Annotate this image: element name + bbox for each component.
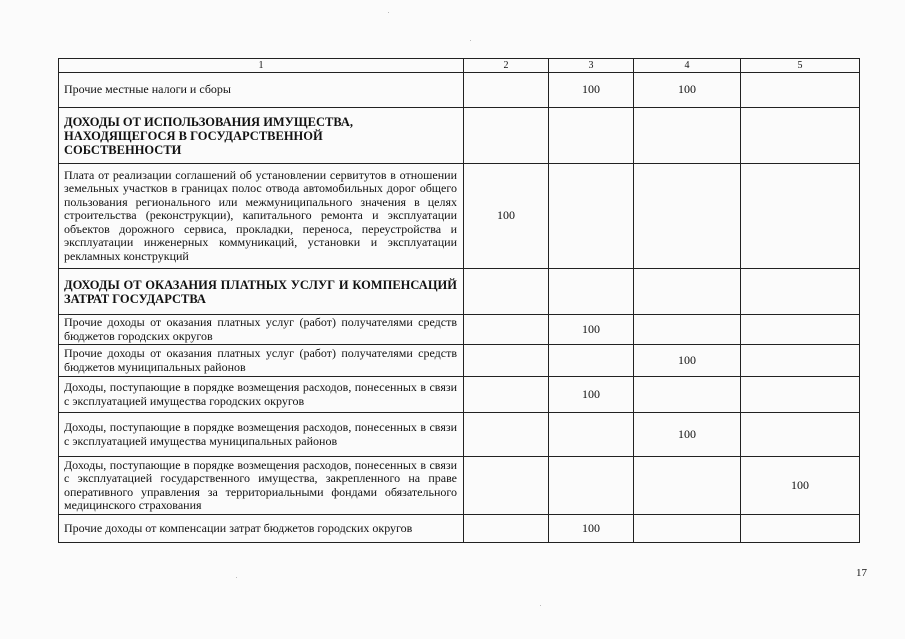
row-label: Прочие доходы от оказания платных услуг (работ) получателями средств бюджетов муниципальных районов <box>59 345 464 377</box>
cell-col-3 <box>549 108 634 164</box>
cell-col-2: 100 <box>464 164 549 269</box>
cell-col-4 <box>634 515 741 543</box>
section-heading: ДОХОДЫ ОТ ИСПОЛЬЗОВАНИЯ ИМУЩЕСТВА, НАХОДЯЩЕГОСЯ В ГОСУДАРСТВЕННОЙ СОБСТВЕННОСТИ <box>59 108 464 164</box>
cell-col-5 <box>741 108 860 164</box>
cell-col-4 <box>634 269 741 315</box>
cell-col-2 <box>464 345 549 377</box>
cell-col-2 <box>464 413 549 457</box>
cell-col-2 <box>464 108 549 164</box>
cell-col-3 <box>549 269 634 315</box>
cell-col-2 <box>464 515 549 543</box>
scan-speck <box>388 12 389 13</box>
cell-col-2 <box>464 269 549 315</box>
cell-col-5 <box>741 345 860 377</box>
header-col-5: 5 <box>741 59 860 73</box>
cell-col-4 <box>634 108 741 164</box>
table-row <box>59 164 860 269</box>
table-row <box>59 457 860 515</box>
cell-col-3: 100 <box>549 73 634 108</box>
cell-col-2 <box>464 73 549 108</box>
cell-col-5 <box>741 315 860 345</box>
table-section-row <box>59 108 860 164</box>
table-section-row <box>59 269 860 315</box>
cell-col-4: 100 <box>634 345 741 377</box>
scan-speck <box>236 577 237 578</box>
cell-col-4 <box>634 315 741 345</box>
table-row <box>59 315 860 345</box>
header-col-1: 1 <box>59 59 464 73</box>
row-label: Плата от реализации соглашений об установлении сервитутов в отношении земельных участков в границах полос отвода автомобильных дорог общего пользования регионального или межмуниципального значения в целях строительства (реконструкции), капитального ремонта и эксплуатации объектов дорожного сервиса, прокладки, переноса, переустройства и эксплуатации инженерных коммуникаций, установки и эксплуатации рекламных конструкций <box>59 164 464 269</box>
table-row <box>59 345 860 377</box>
revenue-table <box>58 58 860 543</box>
row-label: Доходы, поступающие в порядке возмещения расходов, понесенных в связи с эксплуатацией государственного имущества, закрепленного на праве оперативного управления за территориальными фондами обязательного медицинского страхования <box>59 457 464 515</box>
header-col-3: 3 <box>549 59 634 73</box>
cell-col-3: 100 <box>549 377 634 413</box>
cell-col-3 <box>549 164 634 269</box>
cell-col-5 <box>741 515 860 543</box>
cell-col-5 <box>741 269 860 315</box>
cell-col-4 <box>634 377 741 413</box>
header-col-4: 4 <box>634 59 741 73</box>
table-row <box>59 515 860 543</box>
row-label: Доходы, поступающие в порядке возмещения расходов, понесенных в связи с эксплуатацией имущества городских округов <box>59 377 464 413</box>
cell-col-5 <box>741 377 860 413</box>
cell-col-5 <box>741 73 860 108</box>
table-row <box>59 73 860 108</box>
cell-col-2 <box>464 377 549 413</box>
cell-col-3: 100 <box>549 515 634 543</box>
section-heading: ДОХОДЫ ОТ ОКАЗАНИЯ ПЛАТНЫХ УСЛУГ И КОМПЕНСАЦИЙ ЗАТРАТ ГОСУДАРСТВА <box>59 269 464 315</box>
table-row <box>59 413 860 457</box>
table-row <box>59 377 860 413</box>
cell-col-2 <box>464 457 549 515</box>
scan-speck <box>540 605 541 606</box>
cell-col-5: 100 <box>741 457 860 515</box>
cell-col-5 <box>741 413 860 457</box>
row-label: Прочие доходы от оказания платных услуг (работ) получателями средств бюджетов городских округов <box>59 315 464 345</box>
cell-col-3 <box>549 413 634 457</box>
cell-col-5 <box>741 164 860 269</box>
cell-col-3: 100 <box>549 315 634 345</box>
row-label: Доходы, поступающие в порядке возмещения расходов, понесенных в связи с эксплуатацией имущества муниципальных районов <box>59 413 464 457</box>
table-header-row <box>59 59 860 73</box>
cell-col-3 <box>549 345 634 377</box>
header-col-2: 2 <box>464 59 549 73</box>
row-label: Прочие доходы от компенсации затрат бюджетов городских округов <box>59 515 464 543</box>
cell-col-4: 100 <box>634 413 741 457</box>
cell-col-4 <box>634 164 741 269</box>
row-label: Прочие местные налоги и сборы <box>59 73 464 108</box>
cell-col-4 <box>634 457 741 515</box>
scan-speck <box>470 40 471 41</box>
cell-col-3 <box>549 457 634 515</box>
page-number: 17 <box>856 567 867 579</box>
cell-col-4: 100 <box>634 73 741 108</box>
cell-col-2 <box>464 315 549 345</box>
